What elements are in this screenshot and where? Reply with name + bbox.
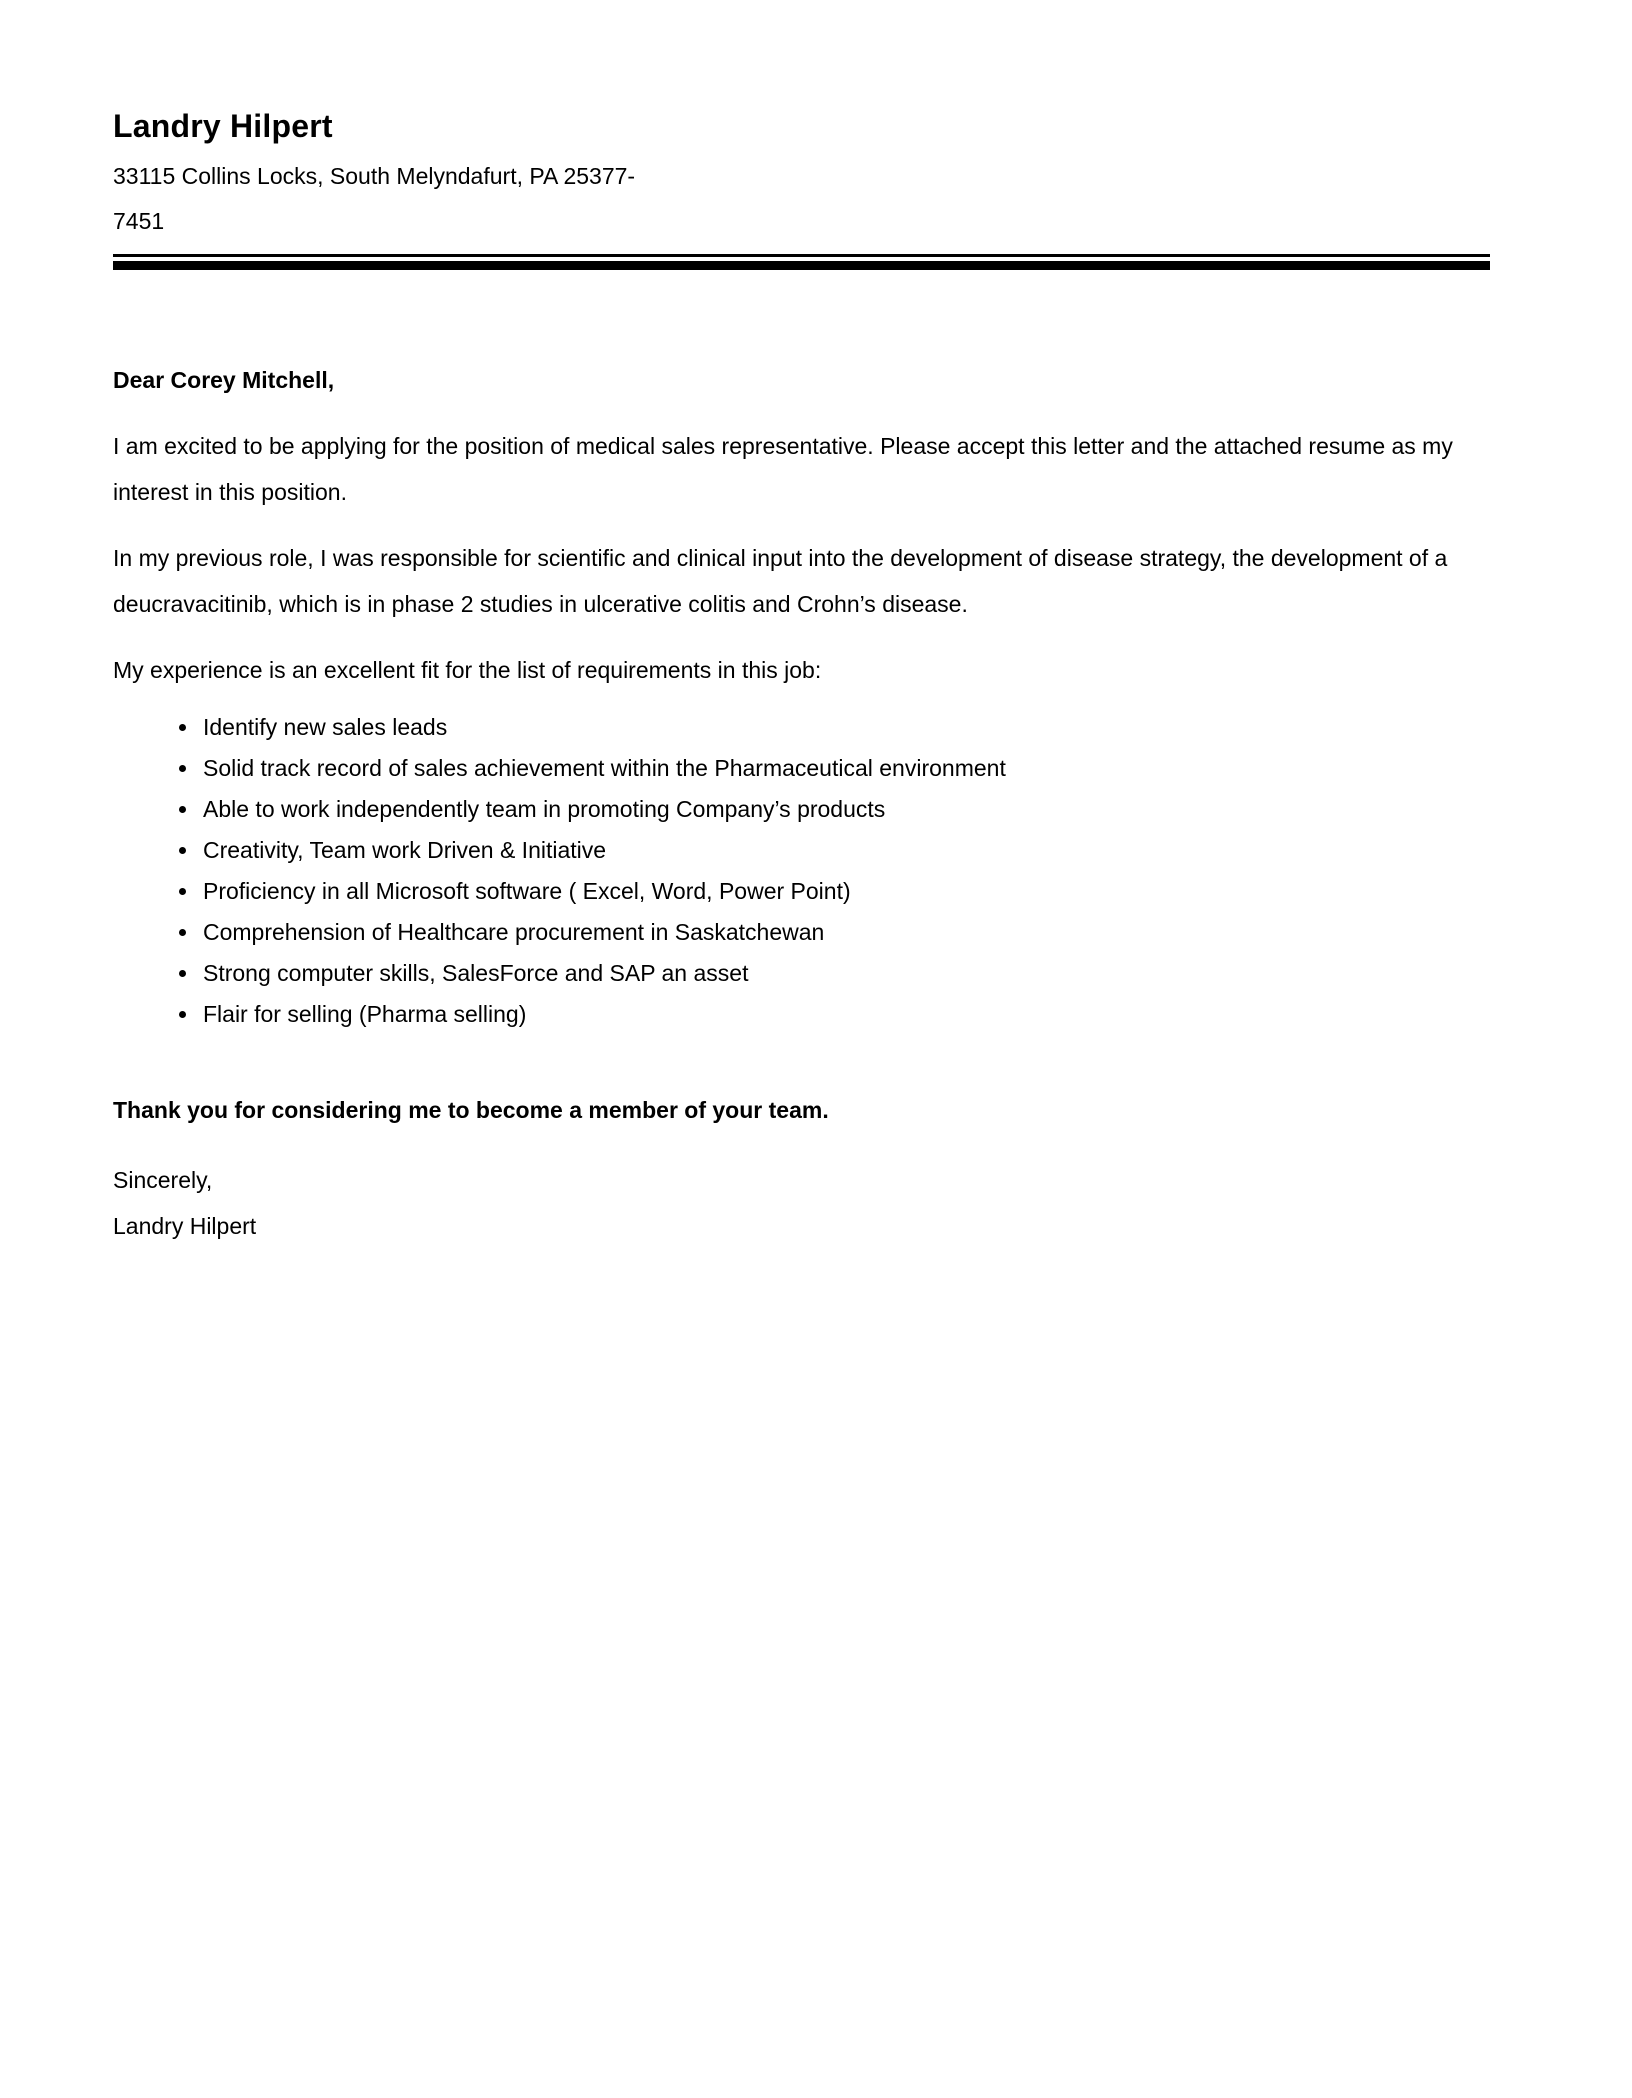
signoff-block bbox=[113, 1157, 1490, 1249]
closing-statement: Thank you for considering me to become a member of your team. bbox=[113, 1097, 829, 1123]
salutation: Dear Corey Mitchell, bbox=[113, 367, 335, 393]
address-line-1: 33115 Collins Locks, South Melyndafurt, PA 25377- bbox=[113, 163, 636, 189]
header-divider bbox=[113, 254, 1490, 270]
list-item: • Flair for selling (Pharma selling) bbox=[200, 994, 1490, 1035]
list-item: • Identify new sales leads bbox=[200, 707, 1490, 748]
address-line-2: 7451 bbox=[113, 208, 165, 234]
list-item: • Comprehension of Healthcare procurement in Saskatchewan bbox=[200, 912, 1490, 953]
intro-paragraph: I am excited to be applying for the position of medical sales representative. Please accept this letter and the attached resume as my interest in this position. bbox=[113, 433, 1453, 505]
list-item: • Solid track record of sales achievement within the Pharmaceutical environment bbox=[200, 748, 1490, 789]
signoff-word: Sincerely, bbox=[113, 1167, 213, 1193]
applicant-address bbox=[113, 154, 1490, 244]
requirements-list bbox=[113, 707, 1490, 1035]
list-item: • Creativity, Team work Driven & Initiative bbox=[200, 830, 1490, 871]
experience-paragraph: In my previous role, I was responsible for scientific and clinical input into the development of disease strategy, the development of a deucravacitinib, which is in phase 2 studies in ulcerative colitis and Crohn’s disease. bbox=[113, 545, 1448, 617]
signature-name: Landry Hilpert bbox=[113, 1213, 257, 1239]
divider-thin-rule bbox=[113, 254, 1490, 257]
divider-thick-rule bbox=[113, 261, 1490, 270]
list-item: • Proficiency in all Microsoft software ( Excel, Word, Power Point) bbox=[200, 871, 1490, 912]
applicant-name: Landry Hilpert bbox=[113, 108, 333, 144]
list-item: • Strong computer skills, SalesForce and SAP an asset bbox=[200, 953, 1490, 994]
list-item: • Able to work independently team in promoting Company’s products bbox=[200, 789, 1490, 830]
requirements-lead-in: My experience is an excellent fit for the list of requirements in this job: bbox=[113, 657, 822, 683]
